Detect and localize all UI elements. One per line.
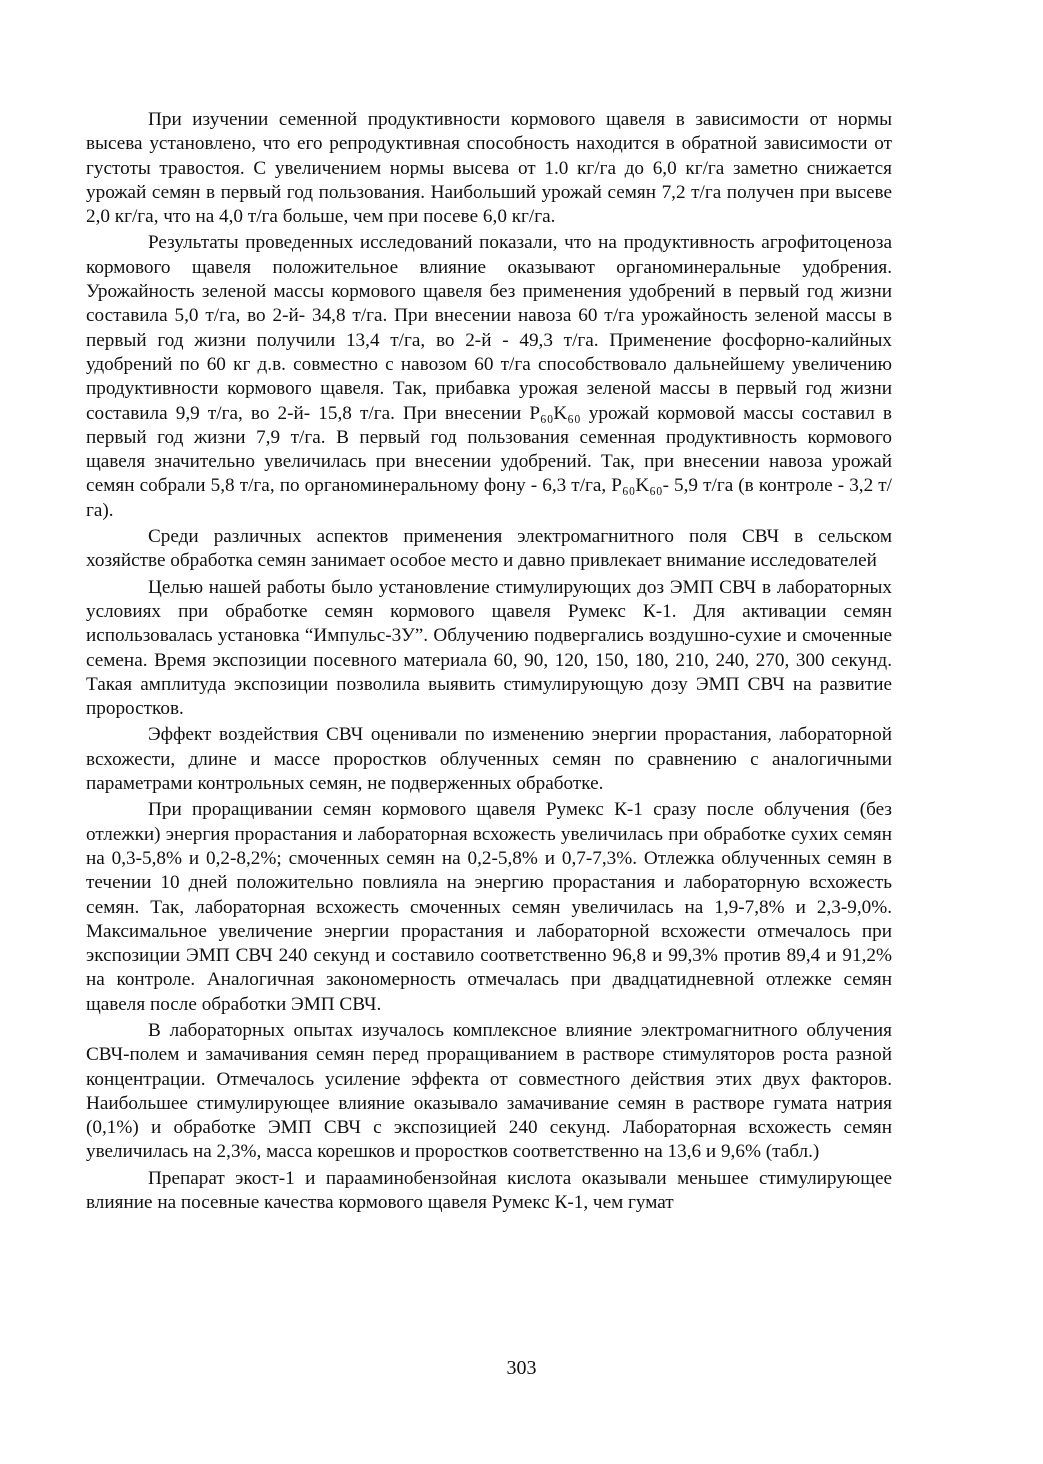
paragraph-fertilizer-results: Результаты проведенных исследований показали, что на продуктивность агрофитоценоза кормового щавеля положительное влияние оказывают органоминеральные удобрения. Урожайность зеленой массы кормового щавеля без применения удобрений в первый год жизни составила 5,0 т/га, во 2-й- 34,8 т/га. При внесении навоза 60 т/га урожайность зеленой массы в первый год жизни получили 13,4 т/га, во 2-й - 49,3 т/га. Применение фосфорно-калийных удобрений по 60 кг д.в. совместно с навозом 60 т/га способствовало дальнейшему увеличению продуктивности кормового щавеля. Так, прибавка урожая зеленой массы в первый год жизни составила 9,9 т/га, во 2-й- 15,8 т/га. При внесении P₆₀K₆₀ урожай кормовой массы составил в первый год жизни 7,9 т/га. В первый год пользования семенная продуктивность кормового щавеля значительно увеличилась при внесении удобрений. Так, при внесении навоза урожай семян собрали 5,8 т/га, по органоминеральному фону - 6,3 т/га, P₆₀K₆₀- 5,9 т/га (в контроле - 3,2 т/га). bbox=[86, 232, 892, 521]
paragraph-microwave-aspects: Среди различных аспектов применения электромагнитного поля СВЧ в сельском хозяйстве обработка семян занимает особое место и давно привлекает внимание исследователей bbox=[86, 526, 892, 572]
page-body bbox=[86, 108, 892, 1217]
paragraph-effect-evaluation: Эффект воздействия СВЧ оценивали по изменению энергии прорастания, лабораторной всхожести, длине и массе проростков облученных семян по сравнению с аналогичными параметрами контрольных семян, не подверженных обработке. bbox=[86, 724, 892, 795]
paragraph-germination-results: При проращивании семян кормового щавеля Румекс К-1 сразу после облучения (без отлежки) энергия прорастания и лабораторная всхожесть увеличилась при обработке сухих семян на 0,3-5,8% и 0,2-8,2%; смоченных семян на 0,2-5,8% и 0,7-7,3%. Отлежка облученных семян в течении 10 дней положительно повлияла на энергию прорастания и лабораторную всхожесть семян. Так, лабораторная всхожесть смоченных семян увеличилась на 1,9-7,8% и 2,3-9,0%. Максимальное увеличение энергии прорастания и лабораторной всхожести отмечалось при экспозиции ЭМП СВЧ 240 секунд и составило соответственно 96,8 и 99,3% против 89,4 и 91,2% на контроле. Аналогичная закономерность отмечалась при двадцатидневной отлежке семян щавеля после обработки ЭМП СВЧ. bbox=[86, 799, 892, 1015]
paragraph-seed-productivity: При изучении семенной продуктивности кормового щавеля в зависимости от нормы высева установлено, что его репродуктивная способность находится в обратной зависимости от густоты травостоя. С увеличением нормы высева от 1.0 кг/га до 6,0 кг/га заметно снижается урожай семян в первый год пользования. Наибольший урожай семян 7,2 т/га получен при высеве 2,0 кг/га, что на 4,0 т/га больше, чем при посеве 6,0 кг/га. bbox=[86, 109, 892, 228]
page-number: 303 bbox=[506, 1357, 537, 1379]
paragraph-work-goal: Целью нашей работы было установление стимулирующих доз ЭМП СВЧ в лабораторных условиях при обработке семян кормового щавеля Румекс К-1. Для активации семян использовалась установка “Импульс-3У”. Облучению подвергались воздушно-сухие и смоченные семена. Время экспозиции посевного материала 60, 90, 120, 150, 180, 210, 240, 270, 300 секунд. Такая амплитуда экспозиции позволила выявить стимулирующую дозу ЭМП СВЧ на развитие проростков. bbox=[86, 576, 892, 720]
paragraph-ekost-preparation: Препарат экост-1 и парааминобензойная кислота оказывали меньшее стимулирующее влияние на посевные качества кормового щавеля Румекс К-1, чем гумат bbox=[86, 1167, 892, 1214]
paragraph-combined-effect: В лабораторных опытах изучалось комплексное влияние электромагнитного облучения СВЧ-полем и замачивания семян перед проращиванием в растворе стимуляторов роста разной концентрации. Отмечалось усиление эффекта от совместного действия этих двух факторов. Наибольшее стимулирующее влияние оказывало замачивание семян в растворе гумата натрия (0,1%) и обработке ЭМП СВЧ с экспозицией 240 секунд. Лабораторная всхожесть семян увеличилась на 2,3%, масса корешков и проростков соответственно на 13,6 и 9,6% (табл.) bbox=[86, 1019, 892, 1163]
